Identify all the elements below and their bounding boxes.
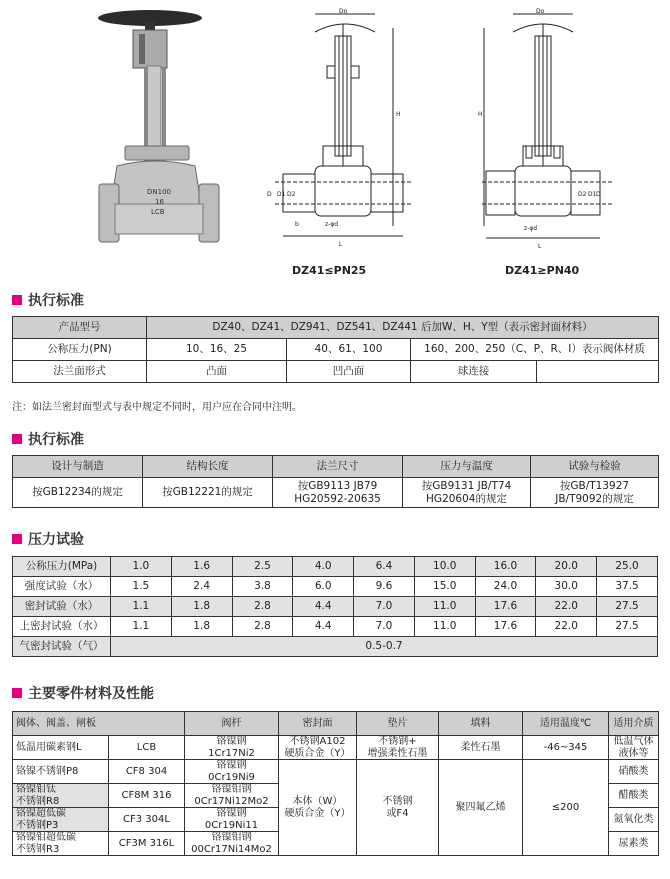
materials-table [12,711,659,856]
table-row: 密封试验（水） 1.1 1.8 2.8 4.4 7.0 11.0 17.6 22.0 27.5 [13,597,658,617]
svg-text:b: b [295,221,299,228]
svg-text:Do: Do [536,8,545,15]
pressure-test-table [12,556,658,657]
svg-text:D2: D2 [287,191,296,198]
section-title-standard-2: 执行标准 [12,429,84,449]
drawing-dz41-pn25 [265,6,420,256]
table-row: 铬镍不锈钢P8 CF8 304 铬镍钢 0Cr19Ni9 本体（W） 硬质合金（Y） 不锈钢 或F4 聚四氟乙烯 ≤200 硝酸类 [13,760,659,784]
table-row: 按GB12234的规定 按GB12221的规定 按GB9113 JB79 HG20592-20635 按GB9131 JB/T74 HG20604的规定 按GB/T13927 JB/T9092的规定 [13,478,659,508]
table-row: 铬镍钼钛 不锈钢R8 CF8M 316 铬镍钼钢 0Cr17Ni12Mo2 醋酸类 [13,784,659,808]
svg-text:H: H [478,111,483,118]
svg-text:D1: D1 [588,191,597,198]
svg-text:16: 16 [155,198,164,206]
section-title-pressure-test: 压力试验 [12,529,84,549]
bullet-square-icon [12,295,22,305]
svg-text:D1: D1 [277,191,286,198]
table-row: 公称压力(PN) 10、16、25 40、61、100 160、200、250（C、P、R、I）表示阀体材质 [13,339,659,361]
table-row: 法兰面形式 凸面 凹凸面 球连接 [13,361,659,383]
table-row: 铬镍钼超低碳 不锈钢R3 CF3M 316L 铬镍钼钢 00Cr17Ni14Mo2 尿素类 [13,832,659,856]
svg-text:z-φd: z-φd [325,221,339,228]
svg-text:D: D [267,191,272,198]
section-title-materials: 主要零件材料及性能 [12,683,154,703]
bullet-square-icon [12,688,22,698]
caption-pn25: DZ41≤PN25 [292,264,367,277]
svg-text:D: D [596,191,601,198]
product-figures [0,0,670,285]
table-row: 气密封试验（气） 0.5-0.7 [13,637,658,657]
standard-table-2 [12,455,659,508]
svg-text:H: H [396,111,401,118]
section-title-standard-1: 执行标准 [12,290,84,310]
table-row: 上密封试验（水） 1.1 1.8 2.8 4.4 7.0 11.0 17.6 22.0 27.5 [13,617,658,637]
svg-text:LCB: LCB [151,208,165,216]
table-row: 设计与制造 结构长度 法兰尺寸 压力与温度 试验与检验 [13,456,659,478]
valve-photo [95,6,225,264]
caption-pn40: DZ41≥PN40 [505,264,580,277]
standard-table-1 [12,316,659,383]
svg-text:L: L [339,241,343,248]
svg-text:Do: Do [339,8,348,15]
svg-text:D2: D2 [578,191,587,198]
table-row: 铬镍超低碳 不锈钢P3 CF3 304L 铬镍钢 0Cr19Ni11 氮氧化类 [13,808,659,832]
table-row: 产品型号 DZ40、DZ41、DZ941、DZ541、DZ441 后加W、H、Y型（表示密封面材料） [13,317,659,339]
svg-text:DN100: DN100 [147,188,171,196]
table-row: 阀体、阀盖、闸板 阀杆 密封面 垫片 填料 适用温度℃ 适用介质 [13,712,659,736]
table-row: 强度试验（水） 1.5 2.4 3.8 6.0 9.6 15.0 24.0 30.0 37.5 [13,577,658,597]
bullet-square-icon [12,434,22,444]
svg-text:z-φd: z-φd [524,225,538,232]
bullet-square-icon [12,534,22,544]
table-row: 低温用碳素钢L LCB 铬镍钢 1Cr17Ni2 不锈钢A102 硬质合金（Y） 不锈钢+ 增强柔性石墨 柔性石墨 -46~345 低温气体液体等 [13,736,659,760]
drawing-dz41-pn40 [478,6,618,256]
svg-text:L: L [538,243,542,250]
table-note: 注：如法兰密封面型式与表中规定不同时，用户应在合同中注明。 [12,402,302,413]
table-row: 公称压力(MPa) 1.0 1.6 2.5 4.0 6.4 10.0 16.0 20.0 25.0 [13,557,658,577]
